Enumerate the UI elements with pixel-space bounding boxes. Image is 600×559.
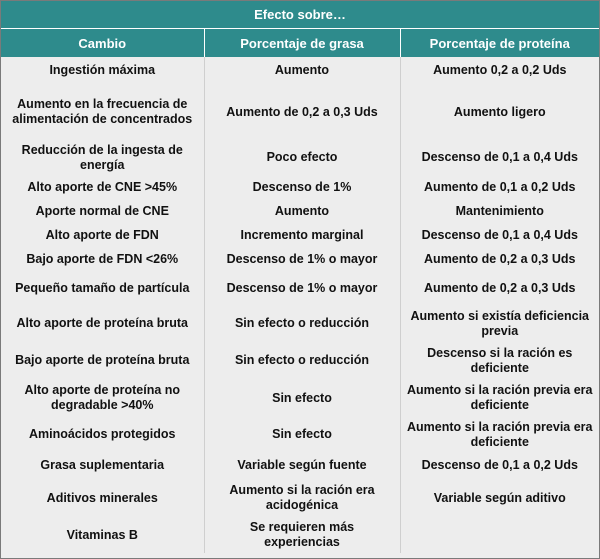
table-row <box>1 305 599 342</box>
table-row <box>1 199 599 223</box>
table-row <box>1 452 599 479</box>
cell-grasa: Sin efecto <box>204 417 400 452</box>
cell-cambio: Aumento en la frecuencia de alimentación de concentrados <box>1 84 204 140</box>
table-row <box>1 379 599 417</box>
cell-cambio: Ingestión máxima <box>1 57 204 84</box>
cell-cambio: Aminoácidos protegidos <box>1 417 204 452</box>
cell-grasa: Se requieren más experiencias <box>204 517 400 553</box>
cell-cambio: Bajo aporte de FDN <26% <box>1 247 204 271</box>
header-row <box>1 29 599 57</box>
cell-proteina: Aumento si existía deficiencia previa <box>410 308 590 338</box>
cell-proteina: Descenso de 0,1 a 0,2 Uds <box>421 458 578 472</box>
cell-cambio: Reducción de la ingesta de energía <box>1 140 204 175</box>
cell-cambio: Alto aporte de proteína bruta <box>1 305 204 342</box>
table-row <box>1 140 599 175</box>
table-row <box>1 84 599 140</box>
cell-cambio: Alto aporte de proteína no degradable >40% <box>1 379 204 417</box>
cell-grasa: Sin efecto <box>204 379 400 417</box>
table-row <box>1 175 599 199</box>
cell-cambio: Bajo aporte de proteína bruta <box>1 342 204 379</box>
cell-grasa: Aumento si la ración era acidogénica <box>204 479 400 517</box>
cell-cambio: Aditivos minerales <box>1 479 204 517</box>
table-row <box>1 342 599 379</box>
cell-cambio: Alto aporte de CNE >45% <box>1 175 204 199</box>
cell-grasa: Sin efecto o reducción <box>204 305 400 342</box>
table-row <box>1 247 599 271</box>
effects-table <box>1 29 599 553</box>
cell-proteina: Aumento si la ración previa era deficiente <box>407 383 593 412</box>
cell-grasa: Poco efecto <box>204 140 400 175</box>
cell-cambio: Vitaminas B <box>1 517 204 553</box>
cell-proteina: Aumento de 0,1 a 0,2 Uds <box>424 179 576 194</box>
cell-proteina: Aumento de 0,2 a 0,3 Uds <box>424 251 576 266</box>
cell-grasa: Variable según fuente <box>204 452 400 479</box>
table-row <box>1 479 599 517</box>
cell-grasa: Descenso de 1% o mayor <box>204 271 400 305</box>
header-proteina: Porcentaje de proteína <box>400 29 599 57</box>
table-row <box>1 417 599 452</box>
table-row <box>1 57 599 84</box>
cell-proteina: Variable según aditivo <box>433 490 566 505</box>
cell-proteina: Descenso si la ración es deficiente <box>427 345 573 375</box>
cell-grasa: Aumento <box>204 57 400 84</box>
cell-cambio: Aporte normal de CNE <box>1 199 204 223</box>
cell-grasa: Aumento de 0,2 a 0,3 Uds <box>204 84 400 140</box>
cell-grasa: Descenso de 1% o mayor <box>204 247 400 271</box>
header-grasa: Porcentaje de grasa <box>204 29 400 57</box>
header-cambio: Cambio <box>1 29 204 57</box>
cell-cambio: Pequeño tamaño de partícula <box>1 271 204 305</box>
cell-cambio: Grasa suplementaria <box>1 452 204 479</box>
cell-proteina: Aumento de 0,2 a 0,3 Uds <box>424 280 576 295</box>
table-row <box>1 223 599 247</box>
cell-proteina: Aumento ligero <box>453 104 546 119</box>
cell-grasa: Incremento marginal <box>204 223 400 247</box>
cell-proteina <box>400 517 599 553</box>
cell-proteina: Descenso de 0,1 a 0,4 Uds <box>421 227 578 242</box>
cell-proteina: Descenso de 0,1 a 0,4 Uds <box>421 150 578 164</box>
cell-grasa: Descenso de 1% <box>204 175 400 199</box>
cell-cambio: Alto aporte de FDN <box>1 223 204 247</box>
cell-proteina: Aumento 0,2 a 0,2 Uds <box>433 63 567 77</box>
cell-proteina: Aumento si la ración previa era deficiente <box>407 419 593 449</box>
table-row <box>1 271 599 305</box>
cell-proteina: Mantenimiento <box>455 203 544 218</box>
table-row <box>1 517 599 553</box>
table-title: Efecto sobre… <box>1 1 599 29</box>
cell-grasa: Aumento <box>204 199 400 223</box>
cell-grasa: Sin efecto o reducción <box>204 342 400 379</box>
